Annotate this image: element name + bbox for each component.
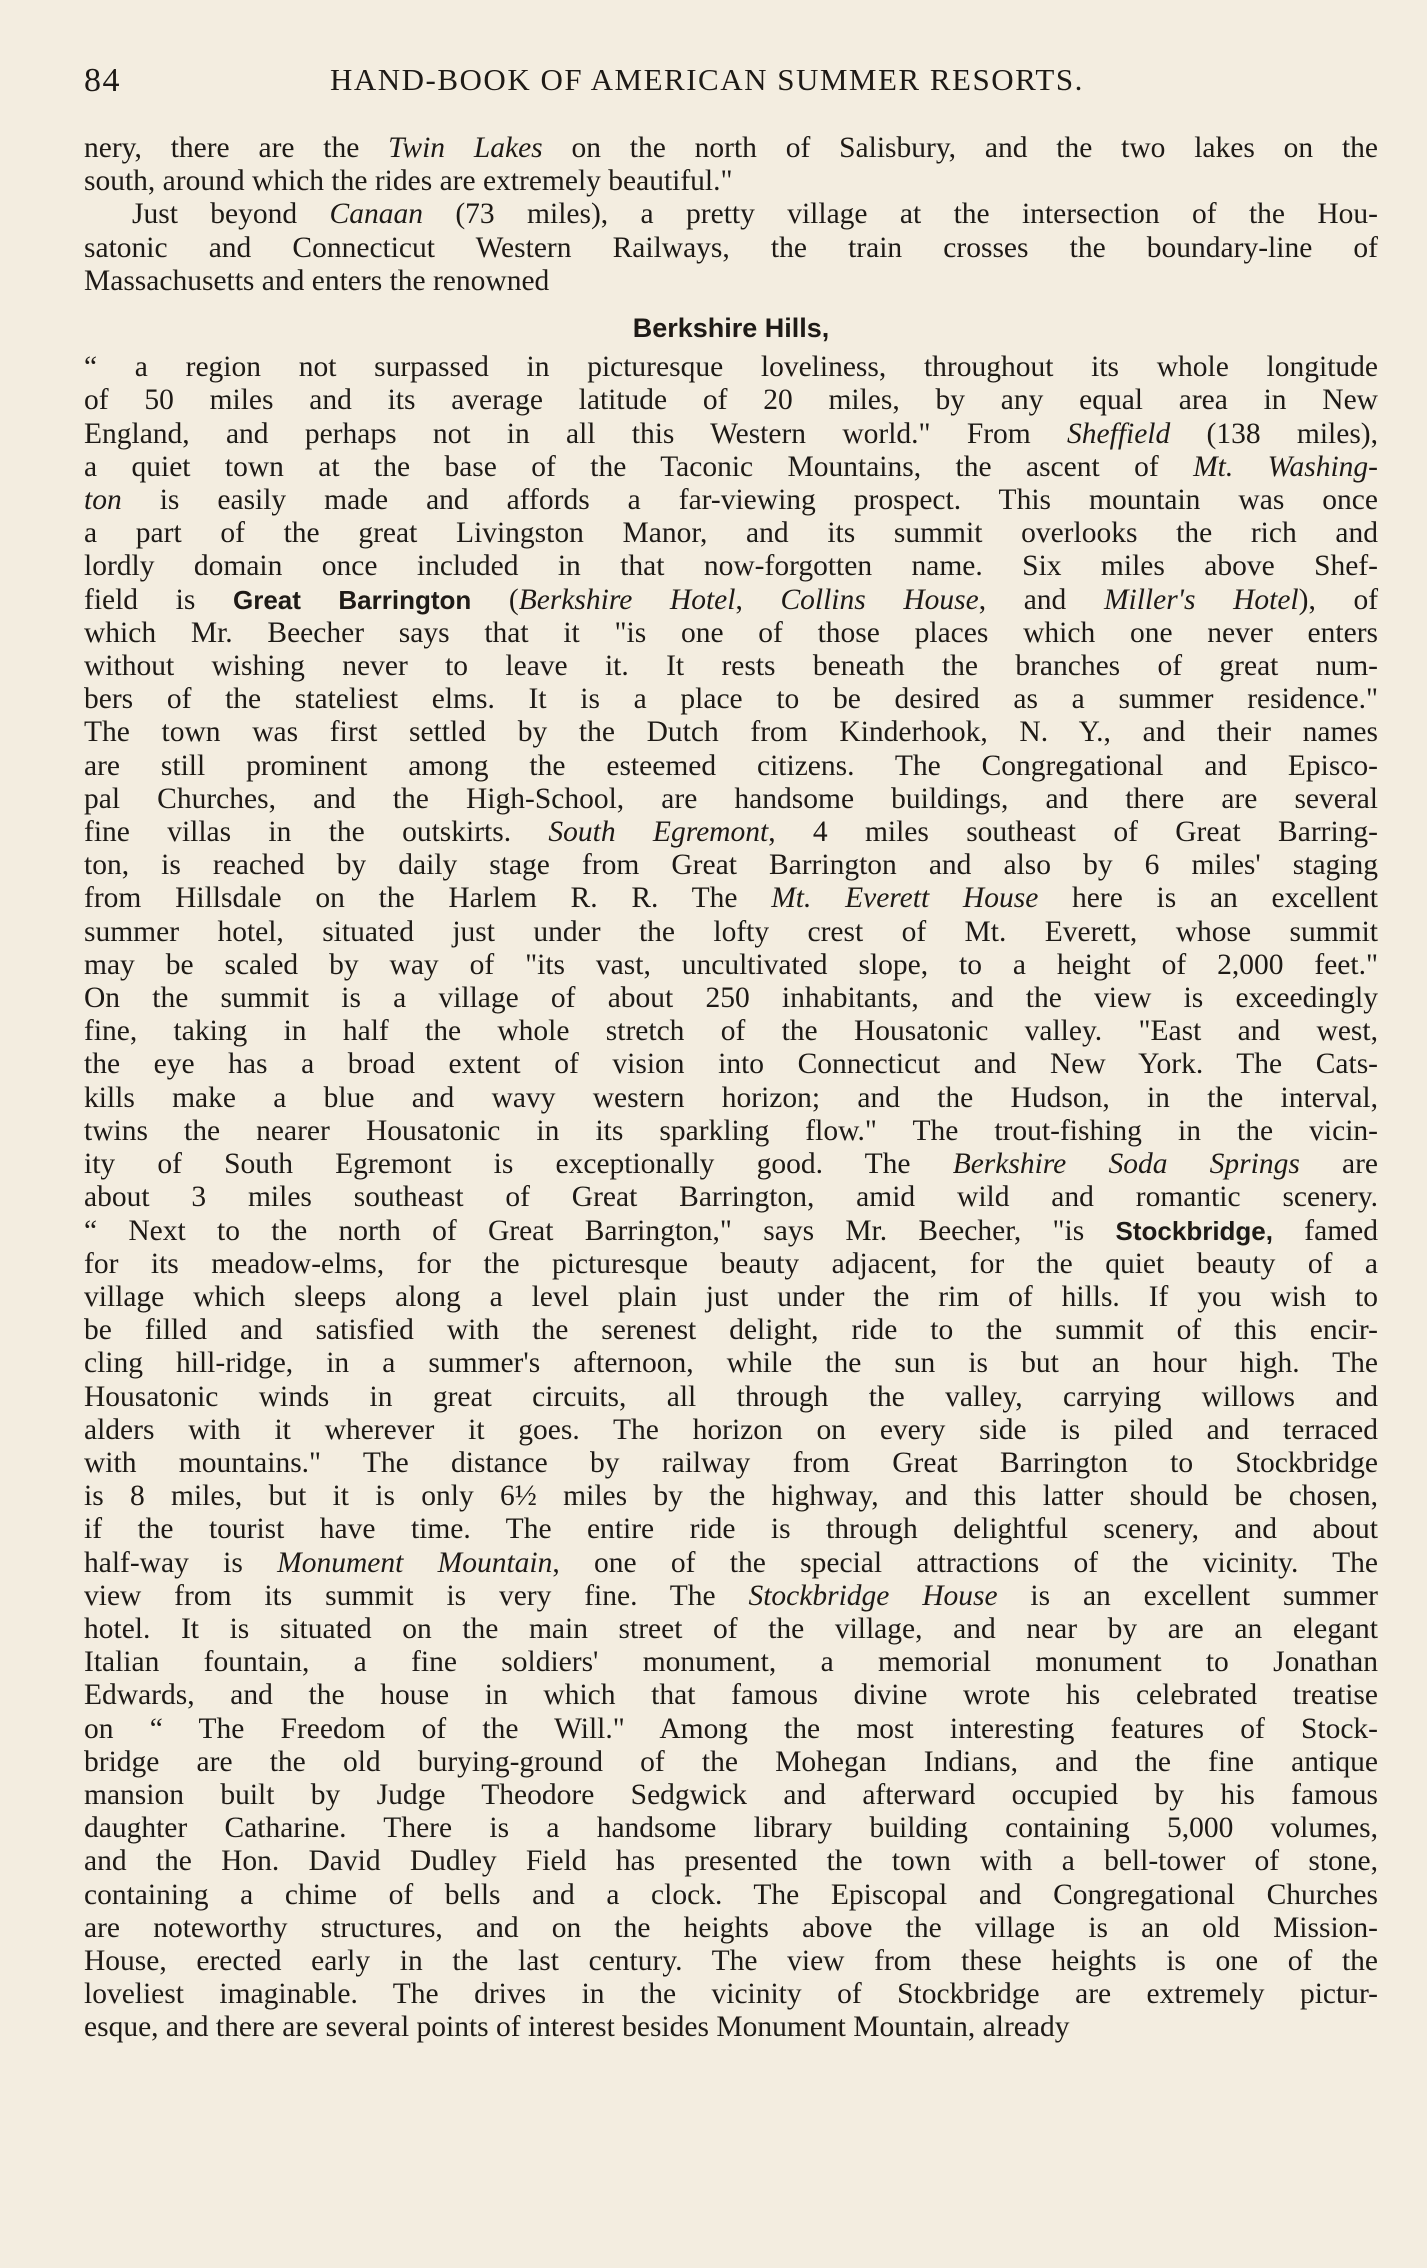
place-name: Stockbridge, (1115, 1215, 1273, 1246)
text-line: House, erected early in the last century. The view from these heights is one of the (84, 1944, 1378, 1977)
text-line: “ a region not surpassed in picturesque loveliness, throughout its whole longitude (84, 351, 1378, 384)
text-line: Housatonic winds in great circuits, all through the valley, carrying willows and (84, 1380, 1378, 1413)
text-line: from Hillsdale on the Harlem R. R. The Mt. Everett House here is an excellent (84, 882, 1378, 915)
text-line: a part of the great Livingston Manor, and its summit overlooks the rich and (84, 517, 1378, 550)
hotel-name: Collins House (780, 583, 979, 616)
page-header (84, 58, 1374, 108)
text-line: loveliest imaginable. The drives in the vicinity of Stockbridge are extremely pictur- (84, 1978, 1378, 2011)
text-line: hotel. It is situated on the main street of the village, and near by are an elegant (84, 1612, 1378, 1645)
text-line: twins the nearer Housatonic in its sparkling flow." The trout-fishing in the vicin- (84, 1114, 1378, 1147)
place-name: Berkshire Soda Springs (952, 1148, 1300, 1181)
body-text (84, 132, 1378, 2045)
hotel-name: Miller's Hotel (1103, 583, 1299, 616)
text-line: be filled and satisfied with the serenest delight, ride to the summit of this encir- (84, 1314, 1378, 1347)
place-name: Great Barrington (232, 584, 472, 615)
text-line: The town was first settled by the Dutch from Kinderhook, N. Y., and their names (84, 716, 1378, 749)
text-line: are noteworthy structures, and on the heights above the village is an old Mission- (84, 1911, 1378, 1944)
section-heading: Berkshire Hills, (632, 313, 830, 344)
place-name: ton (84, 484, 122, 517)
place-name: Monument Mountain (277, 1546, 553, 1579)
hotel-name: Berkshire Hotel (518, 583, 736, 616)
text-line: satonic and Connecticut Western Railways, the train crosses the boundary-line of (84, 231, 1378, 264)
text-line: south, around which the rides are extremely beautiful." (84, 165, 733, 198)
text-line: and the Hon. David Dudley Field has presented the town with a bell-tower of stone, (84, 1845, 1378, 1878)
text-line: with mountains." The distance by railway from Great Barrington to Stockbridge (84, 1446, 1378, 1479)
text-line: about 3 miles southeast of Great Barrington, amid wild and romantic scenery. (84, 1181, 1378, 1214)
text-line: Just beyond Canaan (73 miles), a pretty village at the intersection of the Hou- (132, 198, 1379, 231)
text-line: view from its summit is very fine. The Stockbridge House is an excellent summer (84, 1579, 1378, 1612)
text-line: kills make a blue and wavy western horizon; and the Hudson, in the interval, (84, 1081, 1378, 1114)
text-line: Massachusetts and enters the renowned (84, 264, 550, 297)
text-line: field is Great Barrington (Berkshire Hotel, Collins House, and Miller's Hotel), of (84, 583, 1379, 616)
text-line: on “ The Freedom of the Will." Among the most interesting features of Stock- (84, 1712, 1378, 1745)
hotel-name: Mt. Everett House (771, 882, 1039, 915)
text-line: for its meadow-elms, for the picturesque beauty adjacent, for the quiet beauty of a (84, 1247, 1378, 1280)
text-line: mansion built by Judge Theodore Sedgwick and afterward occupied by his famous (84, 1778, 1378, 1811)
text-line: daughter Catharine. There is a handsome library building containing 5,000 volumes, (84, 1812, 1378, 1845)
text-line: England, and perhaps not in all this Western world." From Sheffield (138 miles), (84, 417, 1378, 450)
text-line: lordly domain once included in that now-forgotten name. Six miles above Shef- (84, 550, 1378, 583)
page-number: 84 (84, 62, 121, 99)
place-name: Mt. Washing- (1193, 450, 1378, 483)
text-line: Italian fountain, a fine soldiers' monument, a memorial monument to Jonathan (84, 1646, 1378, 1679)
text-line: a quiet town at the base of the Taconic Mountains, the ascent of Mt. Washing- (84, 450, 1378, 483)
text-line: nery, there are the Twin Lakes on the north of Salisbury, and the two lakes on the (84, 132, 1378, 164)
text-line: summer hotel, situated just under the lofty crest of Mt. Everett, whose summit (84, 915, 1378, 948)
text-line: pal Churches, and the High-School, are handsome buildings, and there are several (84, 782, 1378, 815)
text-line: containing a chime of bells and a clock. The Episcopal and Congregational Churches (84, 1878, 1378, 1911)
text-line: village which sleeps along a level plain just under the rim of hills. If you wish to (84, 1280, 1378, 1313)
text-line: the eye has a broad extent of vision into Connecticut and New York. The Cats- (84, 1048, 1378, 1081)
place-name: Canaan (329, 198, 423, 231)
text-line: fine, taking in half the whole stretch of the Housatonic valley. "East and west, (84, 1015, 1378, 1048)
text-line: fine villas in the outskirts. South Egremont, 4 miles southeast of Great Barring- (84, 816, 1378, 849)
text-line: esque, and there are several points of interest besides Monument Mountain, already (84, 2011, 1070, 2044)
place-name: South Egremont (548, 816, 769, 849)
text-line: On the summit is a village of about 250 inhabitants, and the view is exceedingly (84, 982, 1378, 1015)
text-line: bridge are the old burying-ground of the Mohegan Indians, and the fine antique (84, 1745, 1378, 1778)
text-line: which Mr. Beecher says that it "is one of those places which one never enters (84, 616, 1378, 649)
text-line: are still prominent among the esteemed citizens. The Congregational and Episco- (84, 749, 1378, 782)
place-name: Sheffield (1067, 417, 1171, 450)
text-line: if the tourist have time. The entire ride is through delightful scenery, and about (84, 1513, 1378, 1546)
text-line: Edwards, and the house in which that famous divine wrote his celebrated treatise (84, 1679, 1378, 1712)
text-line: without wishing never to leave it. It rests beneath the branches of great num- (84, 650, 1378, 683)
text-line: cling hill-ridge, in a summer's afternoon, while the sun is but an hour high. The (84, 1347, 1378, 1380)
text-line: is 8 miles, but it is only 6½ miles by the highway, and this latter should be chosen, (84, 1480, 1378, 1513)
text-line: ton, is reached by daily stage from Great Barrington and also by 6 miles' staging (84, 849, 1378, 882)
text-line: ity of South Egremont is exceptionally good. The Berkshire Soda Springs are (84, 1148, 1379, 1181)
running-head: HAND-BOOK OF AMERICAN SUMMER RESORTS. (330, 62, 1084, 97)
text-line: bers of the stateliest elms. It is a place to be desired as a summer residence." (84, 683, 1378, 716)
hotel-name: Stockbridge House (748, 1579, 998, 1612)
text-line: “ Next to the north of Great Barrington," says Mr. Beecher, "is Stockbridge, famed (84, 1214, 1378, 1247)
place-name: Twin Lakes (388, 132, 543, 164)
text-line: of 50 miles and its average latitude of 20 miles, by any equal area in New (84, 384, 1378, 417)
text-line: alders with it wherever it goes. The horizon on every side is piled and terraced (84, 1413, 1378, 1446)
text-line: may be scaled by way of "its vast, uncultivated slope, to a height of 2,000 feet." (84, 948, 1378, 981)
text-line: ton is easily made and affords a far-viewing prospect. This mountain was once (84, 484, 1378, 517)
text-line: half-way is Monument Mountain, one of the special attractions of the vicinity. The (84, 1546, 1379, 1579)
